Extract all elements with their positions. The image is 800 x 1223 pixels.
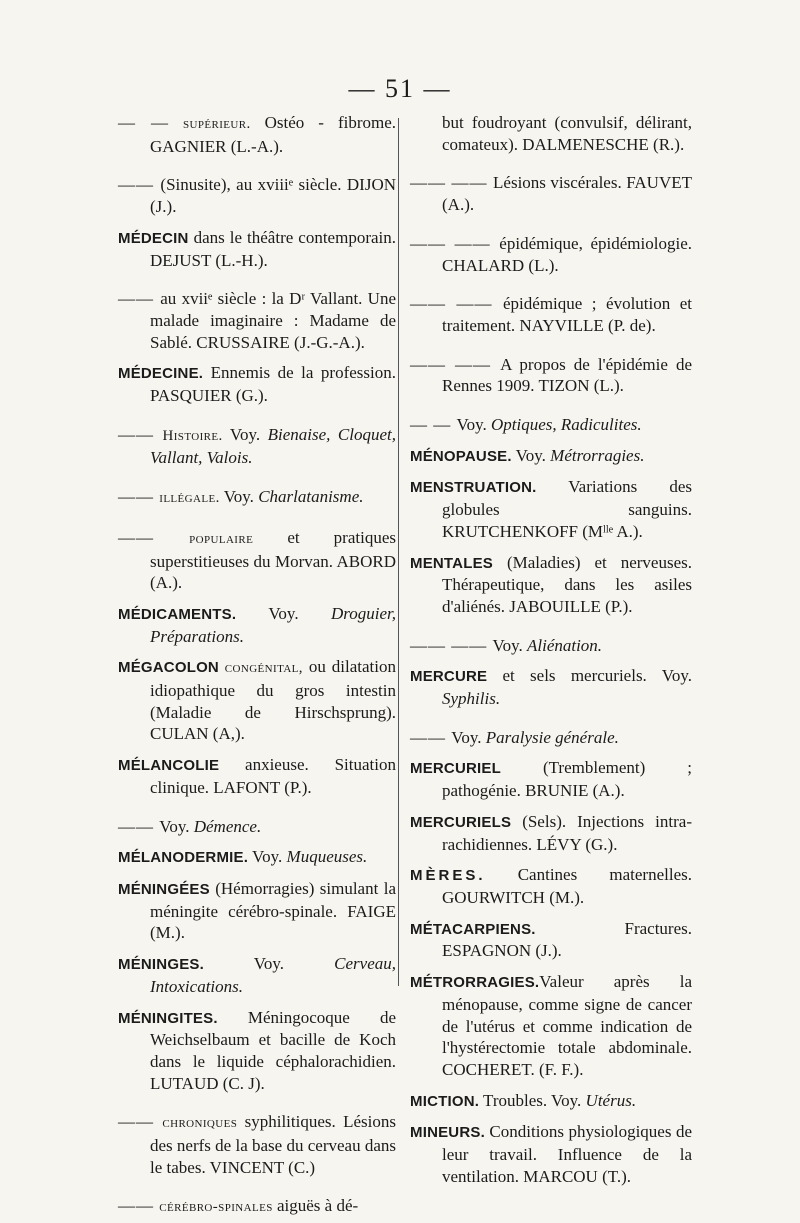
entry-headword: MÉDECINE. — [118, 365, 204, 383]
entry-dash: — — — [410, 415, 457, 435]
index-entry — [410, 757, 692, 801]
index-entry — [410, 811, 692, 855]
entry-text: et sels mercuriels. Voy. — [487, 666, 692, 686]
index-entry — [118, 1195, 396, 1219]
entry-crossref: Paralysie générale. — [485, 727, 619, 747]
entry-text: Voy. — [222, 424, 268, 444]
entry-crossref: Muqueuses. — [286, 847, 368, 867]
right-column — [410, 112, 692, 1191]
entry-headword: MÉNINGES. — [118, 956, 204, 974]
entry-headword: MENTALES — [410, 554, 493, 572]
index-entry — [118, 527, 396, 594]
entry-dash: —— — [118, 1112, 163, 1132]
index-entry — [410, 918, 692, 962]
index-entry — [118, 288, 396, 353]
entry-headword: MÉGACOLON — [118, 659, 219, 677]
index-entry — [410, 727, 692, 749]
entry-dash: —— — [118, 816, 160, 836]
left-column — [118, 112, 396, 1223]
entry-subheading: Histoire. — [162, 427, 223, 444]
entry-dash: — — — [118, 113, 169, 132]
entry-text: (Sinusite), au xviiiᵉ siècle. DIJON (J.). — [150, 175, 396, 217]
entry-subheading: supérieur. — [183, 116, 251, 132]
entry-text: Voy. — [456, 415, 491, 435]
entry-text: A propos de l'épidémie de Rennes 1909. TIZON (L.). — [442, 354, 692, 396]
entry-dash: —— —— — [410, 173, 494, 193]
entry-crossref: Optiques, Radiculites. — [490, 415, 642, 435]
entry-text: et pratiques superstitieuses du Morvan. ABORD (A.). — [150, 527, 396, 593]
entry-dash: —— — [118, 424, 163, 444]
entry-dash: —— — [118, 527, 190, 547]
index-entry — [118, 362, 396, 406]
entry-subheading: illégale. — [159, 490, 220, 507]
index-entry — [410, 445, 692, 468]
entry-dash: —— —— — [410, 354, 501, 374]
entry-dash: —— — [118, 1196, 160, 1216]
entry-crossref: Métrorragies. — [550, 445, 645, 465]
entry-text: syphilitiques. Lésions des nerfs de la base du cerveau dans le tabes. VINCENT (C.) — [150, 1112, 397, 1177]
entry-subheading: congénital, — [218, 660, 303, 677]
index-entry — [410, 293, 692, 336]
entry-text: Voy. — [451, 727, 486, 747]
index-entry — [118, 846, 396, 869]
entry-text: Voy. — [159, 816, 194, 836]
index-entry — [410, 1090, 692, 1113]
entry-crossref: Charlatanisme. — [258, 487, 364, 507]
entry-headword: MÉDICAMENTS. — [118, 605, 237, 623]
entry-headword: MENSTRUATION. — [410, 479, 537, 497]
index-entry — [410, 112, 692, 155]
column-divider — [398, 118, 399, 986]
entry-text: Variations des globules sanguins. KRUTCHENKOFF (Mˡˡᵉ A.). — [442, 477, 692, 541]
entry-headword: MÈRES. — [410, 867, 486, 885]
entry-dash: —— —— — [410, 635, 493, 655]
entry-dash: —— — [410, 727, 452, 747]
entry-text: Voy. — [248, 847, 287, 867]
index-entry — [118, 878, 396, 944]
entry-text: but foudroyant (convulsif, délirant, comateux). DALMENESCHE (R.). — [442, 113, 692, 154]
index-entry — [118, 953, 396, 997]
entry-text: dans le théâtre contemporain. DEJUST (L.-H.). — [150, 227, 396, 270]
entry-crossref: Démence. — [193, 816, 262, 836]
entry-subheading: chroniques — [162, 1115, 238, 1132]
entry-text: Lésions viscérales. FAUVET (A.). — [442, 173, 693, 215]
entry-headword: MÉNINGITES. — [118, 1009, 218, 1027]
entry-headword: MÉDECIN — [118, 229, 189, 247]
entry-headword: MINEURS. — [410, 1124, 485, 1142]
entry-text: Fractures. ESPAGNON (J.). — [442, 918, 692, 961]
index-entry — [118, 656, 396, 745]
entry-text: épidémique, épidémiologie. CHALARD (L.). — [442, 233, 693, 275]
index-entry — [410, 552, 692, 618]
entry-headword: MÉLANCOLIE — [118, 757, 220, 775]
index-entry — [118, 174, 396, 217]
entry-text: Voy. — [236, 603, 331, 623]
entry-dash: —— — [118, 289, 161, 309]
entry-crossref: Droguier, Préparations. — [150, 603, 396, 646]
entry-text: Valeur après la ménopause, comme signe de cancer de l'utérus et comme indication de l'hystérectomie totale abdominale. COCHERET. (F. F.). — [442, 972, 692, 1079]
index-entry — [118, 486, 396, 510]
entry-headword: MERCURIEL — [410, 760, 501, 778]
index-entry — [410, 864, 692, 908]
index-entry — [118, 1111, 396, 1178]
entry-text: (Hémorragies) simulant la méningite cérébro-spinale. FAIGE (M.). — [150, 878, 396, 943]
entry-text: anxieuse. Situation clinique. LAFONT (P.). — [150, 755, 396, 797]
index-entry — [410, 1121, 692, 1187]
entry-dash: —— —— — [410, 294, 503, 314]
page-number: — 51 — — [348, 74, 452, 103]
entry-text: Troubles. Voy. — [479, 1090, 586, 1110]
entry-dash: —— — [118, 487, 160, 507]
entry-text: (Maladies) et nerveuses. Thérapeutique, dans les asiles d'aliénés. JABOUILLE (P.). — [442, 552, 692, 616]
entry-dash: —— — [118, 175, 161, 195]
index-entry — [410, 233, 692, 276]
entry-headword: MÉNOPAUSE. — [410, 447, 512, 465]
entry-headword: MÉTACARPIENS. — [410, 920, 536, 938]
entry-headword: MICTION. — [410, 1092, 480, 1110]
index-entry — [410, 476, 692, 542]
entry-headword: MÉTRORRAGIES. — [410, 974, 540, 992]
entry-dash: —— —— — [410, 233, 500, 253]
index-entry — [410, 971, 692, 1081]
entry-text: Voy. — [203, 954, 335, 974]
index-entry — [118, 227, 396, 271]
entry-text: Conditions physiologiques de leur travail. Influence de la ventilation. MARCOU (T.). — [442, 1122, 692, 1186]
entry-crossref: Bienaise, Cloquet, Vallant, Valois. — [150, 424, 397, 468]
entry-text: Ostéo - fibrome. GAGNIER (L.-A.). — [150, 113, 397, 156]
entry-crossref: Utérus. — [585, 1090, 637, 1110]
entry-crossref: Syphilis. — [442, 689, 501, 709]
entry-text: ou dilatation idiopathique du gros intestin (Maladie de Hirschsprung). CULAN (A,). — [150, 657, 396, 744]
entry-text: Voy. — [492, 635, 527, 655]
entry-subheading: cérébro-spinales — [159, 1199, 273, 1216]
entry-headword: MERCURE — [410, 668, 488, 686]
entry-text: Ennemis de la profession. PASQUIER (G.). — [150, 363, 396, 406]
entry-text: Voy. — [511, 445, 551, 465]
entry-crossref: Aliénation. — [526, 635, 603, 655]
index-entry — [410, 354, 692, 397]
entry-headword: MERCURIELS — [410, 813, 512, 831]
entry-text: Cantines maternelles. GOURWITCH (M.). — [442, 865, 692, 907]
entry-text: aiguës à dé- — [272, 1196, 359, 1216]
entry-subheading: populaire — [189, 530, 254, 547]
index-entry — [118, 112, 396, 157]
index-entry — [410, 635, 692, 657]
index-entry — [118, 1007, 396, 1095]
entry-text: au xviiᵉ siècle : la Dʳ Vallant. Une malade imaginaire : Madame de Sablé. CRUSSAIRE (J.-G.-A.). — [150, 289, 396, 352]
index-entry — [118, 754, 396, 798]
entry-crossref: Cerveau, Intoxications. — [150, 954, 396, 996]
index-entry — [410, 172, 692, 215]
index-entry — [118, 424, 396, 469]
entry-text: Méningocoque de Weichselbaum et bacille de Koch dans le liquide céphalorachidien. LUTAUD (C. J). — [150, 1007, 396, 1093]
index-entry — [410, 414, 692, 436]
entry-text: (Tremblement) ; pathogénie. BRUNIE (A.). — [442, 758, 692, 801]
entry-headword: MÉNINGÉES — [118, 880, 210, 898]
entry-headword: MÉLANODERMIE. — [118, 849, 249, 867]
index-entry — [118, 816, 396, 838]
entry-text: épidémique ; évolution et traitement. NAYVILLE (P. de). — [442, 294, 693, 335]
index-entry — [410, 665, 692, 709]
index-entry — [118, 603, 396, 647]
entry-text: Voy. — [219, 487, 259, 507]
entry-text: (Sels). Injections intra-rachidiennes. LÉVY (G.). — [442, 811, 692, 854]
